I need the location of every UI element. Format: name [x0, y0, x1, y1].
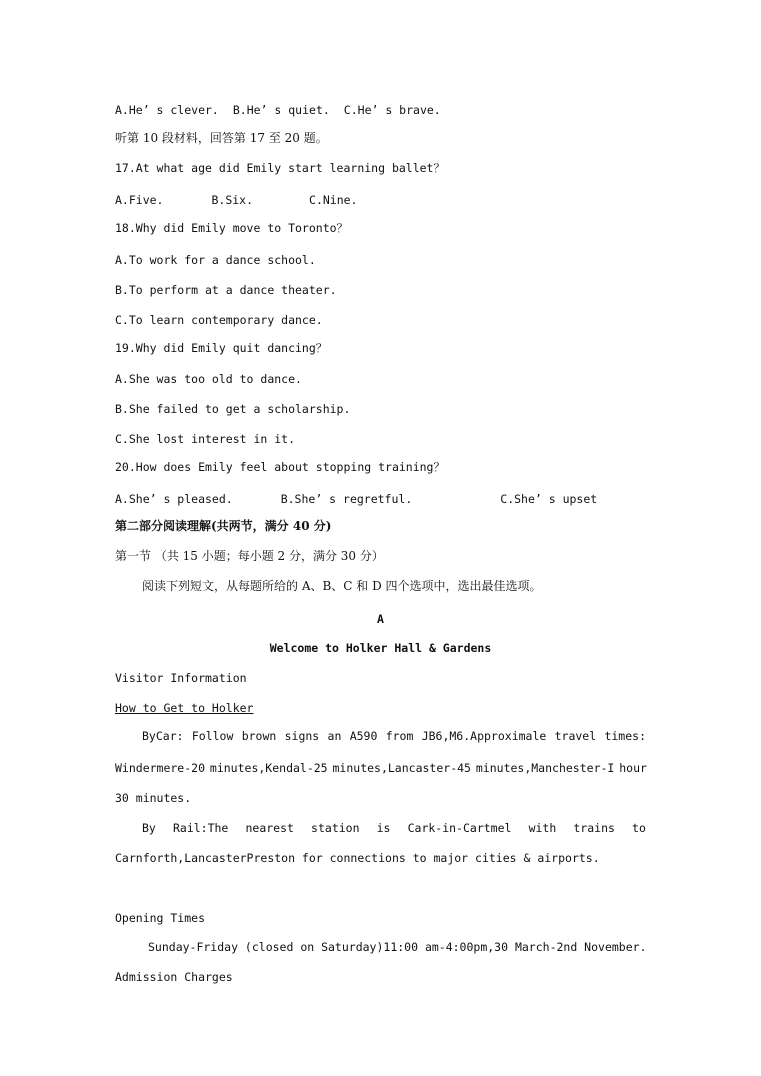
q20-options: [115, 491, 597, 507]
option-a: A.Five.: [115, 193, 164, 207]
option-b: B.He’ s quiet.: [232, 103, 330, 117]
visitor-info-heading: Visitor Information: [115, 671, 247, 685]
q19-option-b: B.She failed to get a scholarship.: [115, 402, 351, 416]
by-car-line-3: 30 minutes.: [115, 791, 192, 805]
option-a: A.He’ s clever.: [115, 103, 219, 117]
option-c: C.She’ s upset: [500, 492, 598, 506]
instructions: 阅读下列短文，从每题所给的 A、B、C 和 D 四个选项中，选出最佳选项。: [142, 579, 542, 593]
q19-option-a: A.She was too old to dance.: [115, 372, 302, 386]
section10-intro: 听第 10 段材料，回答第 17 至 20 题。: [115, 131, 328, 145]
q19-question: 19.Why did Emily quit dancing？: [115, 341, 328, 355]
q17-question: 17.At what age did Emily start learning ballet？: [115, 161, 445, 175]
opening-times-heading: Opening Times: [115, 911, 206, 925]
part2-heading: 第二部分阅读理解(共两节，满分 40 分): [115, 519, 332, 533]
q16-options: [115, 102, 441, 118]
by-car-line-2: Windermere-20 minutes,Kendal-25 minutes,Lancaster-45 minutes,Manchester-I hour: [115, 761, 647, 775]
option-b: B.She’ s regretful.: [280, 492, 413, 506]
q17-options: [115, 192, 357, 208]
section1-heading: 第一节 （共 15 小题；每小题 2 分，满分 30 分）: [115, 549, 384, 563]
admission-heading: Admission Charges: [115, 970, 233, 984]
option-a: A.She’ s pleased.: [115, 492, 233, 506]
passage-letter: A: [377, 612, 384, 626]
q18-option-c: C.To learn contemporary dance.: [115, 313, 323, 327]
q20-question: 20.How does Emily feel about stopping training？: [115, 460, 445, 474]
option-b: B.Six.: [211, 193, 254, 207]
q19-option-c: C.She lost interest in it.: [115, 432, 296, 446]
by-rail-line-2: Carnforth,LancasterPreston for connections to major cities & airports.: [115, 851, 600, 865]
how-to-get-heading: How to Get to Holker: [115, 701, 254, 715]
q18-option-a: A.To work for a dance school.: [115, 253, 316, 267]
by-rail-line-1: By Rail:The nearest station is Cark-in-Cartmel with trains to: [142, 821, 646, 835]
by-car-line-1: ByCar: Follow brown signs an A590 from JB6,M6.Approximale travel times:: [142, 729, 646, 743]
q18-option-b: B.To perform at a dance theater.: [115, 283, 337, 297]
option-c: C.He’ s brave.: [343, 103, 441, 117]
opening-times-detail: Sunday-Friday (closed on Saturday)11:00 am-4:00pm,30 March-2nd November.: [148, 940, 647, 954]
q18-question: 18.Why did Emily move to Toronto？: [115, 221, 349, 235]
passage-title: Welcome to Holker Hall & Gardens: [269, 641, 492, 655]
option-c: C.Nine.: [309, 193, 358, 207]
